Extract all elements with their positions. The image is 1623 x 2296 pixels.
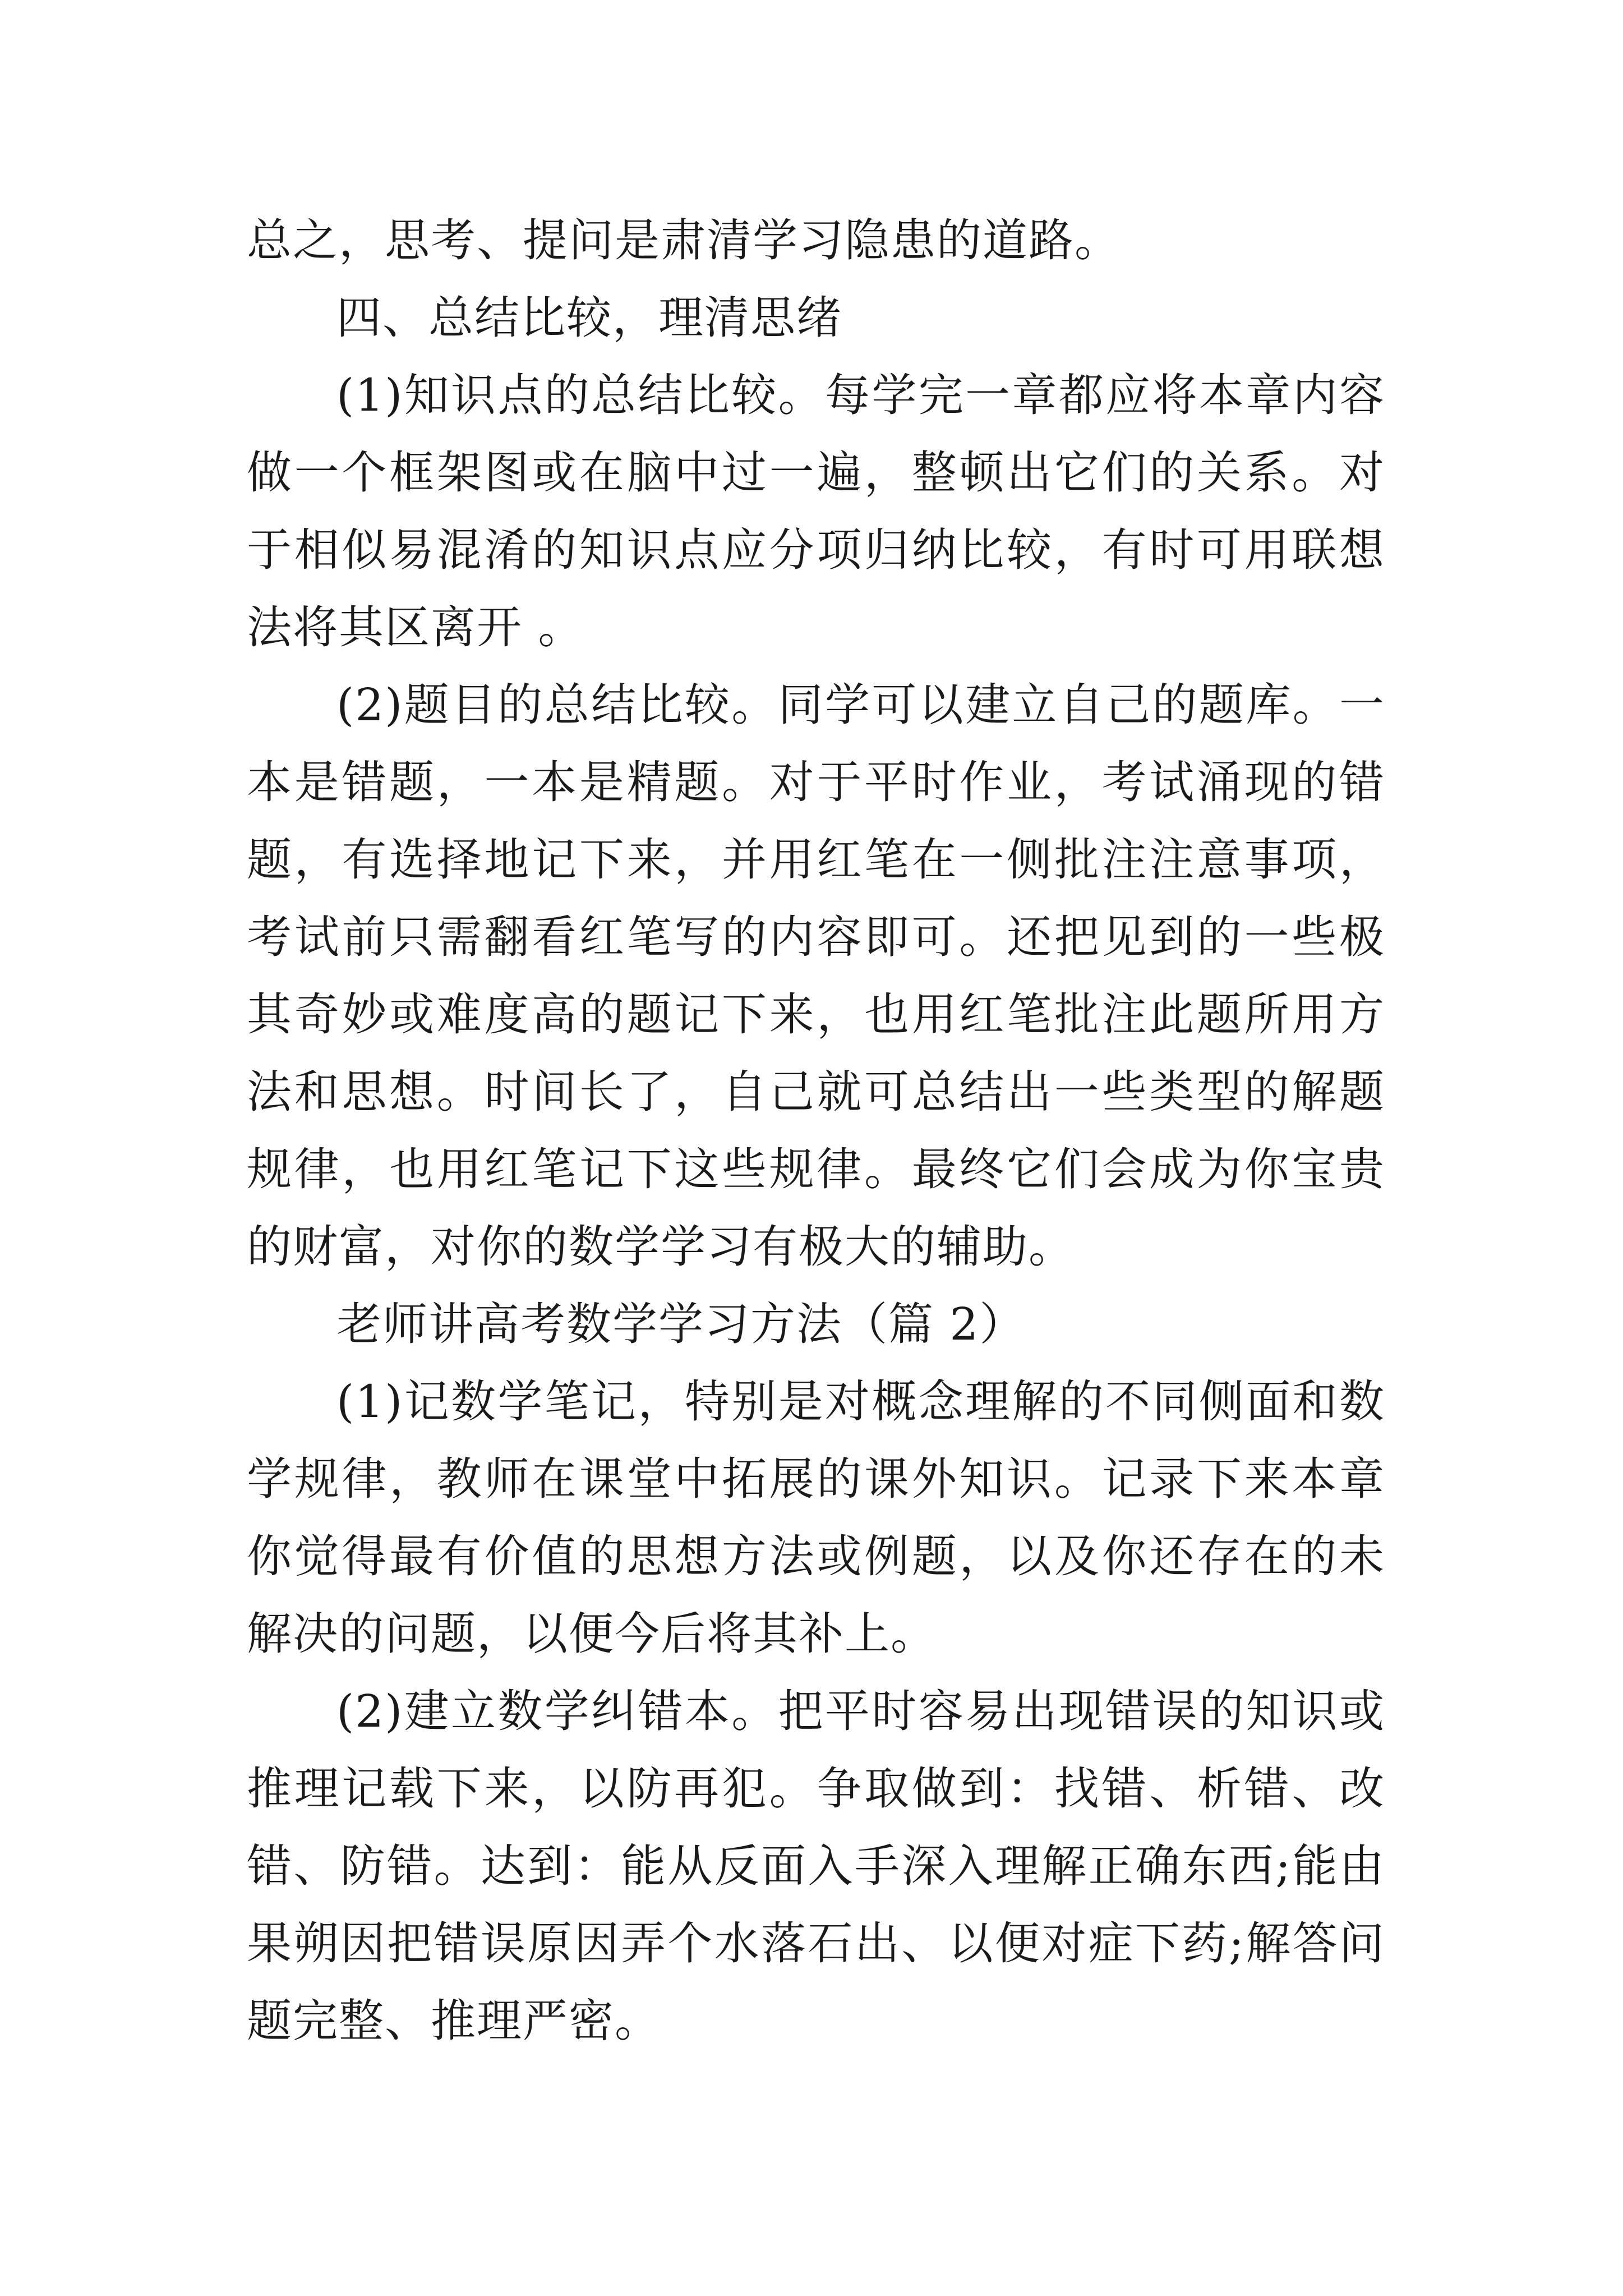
paragraph-error-notebook: (2)建立数学纠错本。把平时容易出现错误的知识或推理记载下来，以防再犯。争取做到：找错、析错、改错、防错。达到：能从反面入手深入理解正确东西;能由果朔因把错误原因弄个水落石出、以便对症下药;解答问题完整、推理严密。: [247, 1685, 1385, 2047]
document-body: [247, 202, 1385, 2060]
paragraph-problem-summary: (2)题目的总结比较。同学可以建立自己的题库。一本是错题，一本是精题。对于平时作业，考试涌现的错题，有选择地记下来，并用红笔在一侧批注注意事项，考试前只需翻看红笔写的内容即可。还把见到的一些极其奇妙或难度高的题记下来，也用红笔批注此题所用方法和思想。时间长了，自己就可总结出一些类型的解题规律，也用红笔记下这些规律。最终它们会成为你宝贵的财富，对你的数学学习有极大的辅助。: [247, 679, 1385, 1273]
paragraph-conclusion: 总之，思考、提问是肃清学习隐患的道路。: [247, 214, 1121, 266]
section-heading-part-2: 老师讲高考数学学习方法（篇 2）: [336, 1298, 1026, 1350]
section-heading-summary-compare: 四、总结比较，理清思绪: [336, 292, 842, 344]
paragraph-knowledge-summary: (1)知识点的总结比较。每学完一章都应将本章内容做一个框架图或在脑中过一遍，整顿出它们的关系。对于相似易混淆的知识点应分项归纳比较，有时可用联想法将其区离开 。: [247, 369, 1385, 654]
paragraph-math-notes: (1)记数学笔记，特别是对概念理解的不同侧面和数学规律，教师在课堂中拓展的课外知识。记录下来本章你觉得最有价值的思想方法或例题，以及你还存在的未解决的问题，以便今后将其补上。: [247, 1375, 1385, 1660]
